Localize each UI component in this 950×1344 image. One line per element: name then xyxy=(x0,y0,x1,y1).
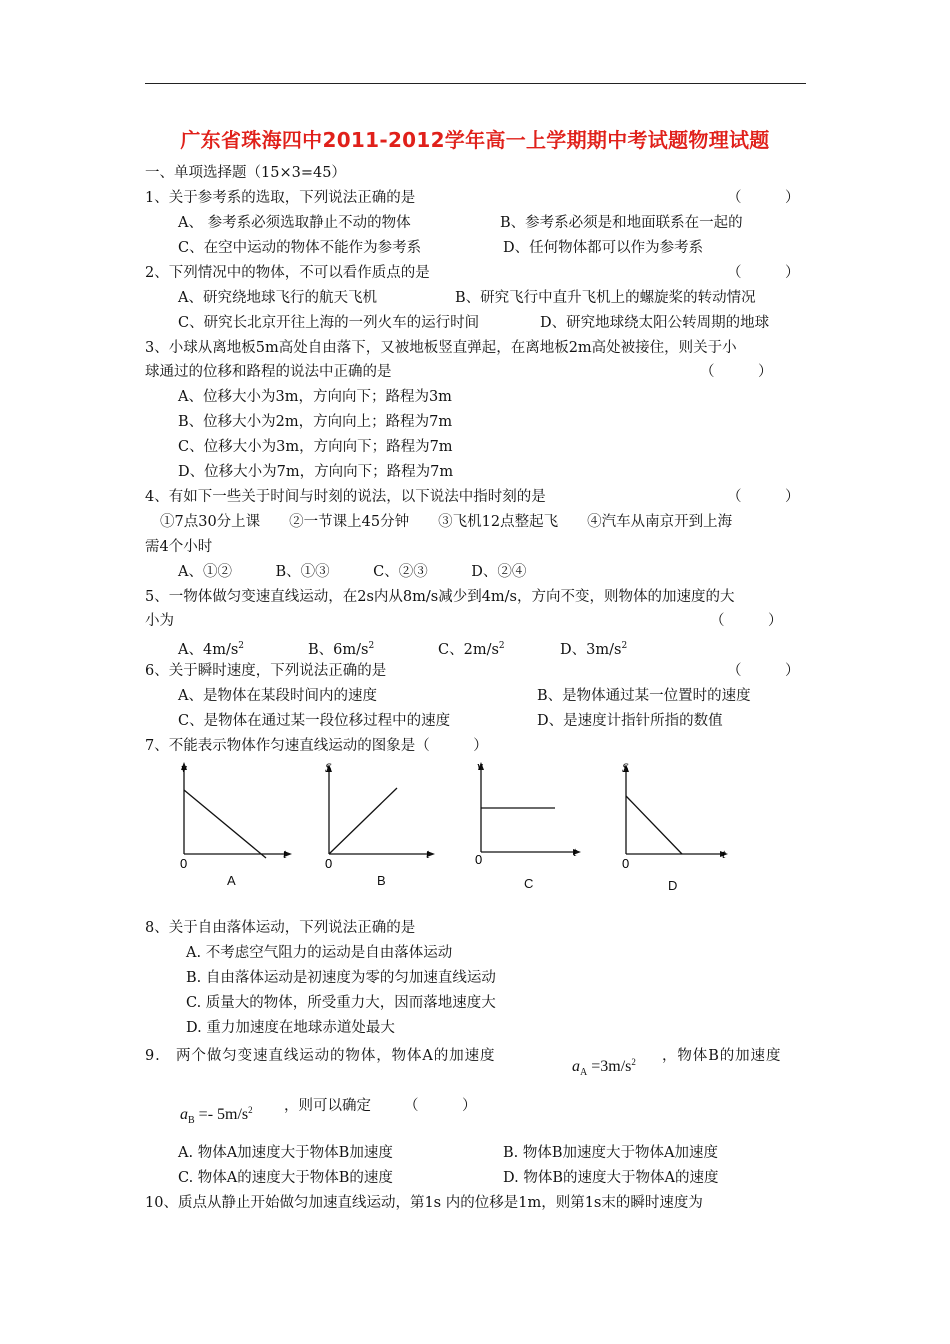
graph-b-origin: 0 xyxy=(325,856,333,868)
q2-option-b: B、研究飞行中直升飞机上的螺旋桨的转动情况 xyxy=(455,290,756,306)
section-heading: 一、单项选择题（15×3=45） xyxy=(145,165,346,181)
graph-a-ylabel: v xyxy=(181,760,187,775)
q2-option-c: C、研究长北京开往上海的一列火车的运行时间 xyxy=(178,315,480,331)
graph-c-xlabel: t xyxy=(573,844,577,859)
graph-b-label: B xyxy=(377,873,386,888)
q10-stem: 10、质点从静止开始做匀加速直线运动，第1s 内的位移是1m，则第1s末的瞬时速度为 xyxy=(145,1195,703,1211)
q6-answer-paren: （ ） xyxy=(727,663,800,679)
q9-option-a: A. 物体A加速度大于物体B加速度 xyxy=(178,1145,393,1161)
q1-option-d: D、任何物体都可以作为参考系 xyxy=(503,240,704,256)
q9-accel-b: $a_B =- 5m/s^2$ xyxy=(180,1105,253,1127)
q5-option-c: C、$2m/s^2$ xyxy=(438,641,505,658)
q8-option-a: A. 不考虑空气阻力的运动是自由落体运动 xyxy=(186,945,453,961)
q9-stem-line1b: ，物体B的加速度 xyxy=(662,1048,782,1064)
graph-b xyxy=(313,758,443,868)
q9-stem-line1: 9. 两个做匀变速直线运动的物体，物体A的加速度 xyxy=(145,1048,496,1064)
q9-option-c: C. 物体A的速度大于物体B的速度 xyxy=(178,1170,393,1186)
graph-a xyxy=(168,758,298,868)
q5-stem-line1: 5、一物体做匀变速直线运动，在2s内从8m/s减少到4m/s，方向不变，则物体的加速度的大 xyxy=(145,589,735,605)
q4-options: A、①② B、①③ C、②③ D、②④ xyxy=(178,564,527,580)
q5-option-d: D、$3m/s^2$ xyxy=(560,641,628,658)
q5-stem-line2: 小为 xyxy=(145,613,174,629)
q4-stem: 4、有如下一些关于时间与时刻的说法，以下说法中指时刻的是 xyxy=(145,489,546,505)
q8-option-d: D. 重力加速度在地球赤道处最大 xyxy=(186,1020,395,1036)
q9-stem-line2: ，则可以确定 xyxy=(284,1098,371,1114)
graph-a-origin: 0 xyxy=(180,856,188,868)
q1-answer-paren: （ ） xyxy=(727,190,800,206)
q4-answer-paren: （ ） xyxy=(727,489,800,505)
graph-c-origin: 0 xyxy=(475,852,483,866)
graph-a-label: A xyxy=(227,873,236,888)
graph-a-xlabel: t xyxy=(283,846,287,861)
graph-d-xlabel: t xyxy=(722,846,726,861)
q3-option-a: A、位移大小为3m，方向向下；路程为3m xyxy=(178,389,452,405)
graph-d-label: D xyxy=(668,878,678,893)
q2-stem: 2、下列情况中的物体，不可以看作质点的是 xyxy=(145,265,430,281)
q1-option-b: B、参考系必须是和地面联系在一起的 xyxy=(500,215,743,231)
graph-c-label: C xyxy=(524,876,534,891)
q4-items: ①7点30分上课 ②一节课上45分钟 ③飞机12点整起飞 ④汽车从南京开到上海 xyxy=(160,514,733,530)
q1-option-c: C、在空中运动的物体不能作为参考系 xyxy=(178,240,422,256)
q8-option-b: B. 自由落体运动是初速度为零的匀加速直线运动 xyxy=(186,970,496,986)
q3-option-d: D、位移大小为7m，方向向下；路程为7m xyxy=(178,464,454,480)
q9-accel-a: $a_A =3m/s^2$ xyxy=(572,1057,636,1079)
q9-option-b: B. 物体B加速度大于物体A加速度 xyxy=(503,1145,718,1161)
q4-items-cont: 需4个小时 xyxy=(145,539,213,555)
q6-stem: 6、关于瞬时速度，下列说法正确的是 xyxy=(145,663,387,679)
q5-option-a: A、$4m/s^2$ xyxy=(178,641,245,658)
graph-d xyxy=(612,758,742,868)
q3-stem-line1: 3、小球从离地板5m高处自由落下，又被地板竖直弹起，在离地板2m高处被接住，则关于小 xyxy=(145,340,737,356)
q8-option-c: C. 质量大的物体，所受重力大，因而落地速度大 xyxy=(186,995,496,1011)
q3-option-b: B、位移大小为2m，方向向上；路程为7m xyxy=(178,414,453,430)
graph-c xyxy=(465,756,595,866)
q6-option-b: B、是物体通过某一位置时的速度 xyxy=(537,688,751,704)
graph-d-origin: 0 xyxy=(622,856,630,868)
page-title: 广东省珠海四中2011-2012学年高一上学期期中考试题物理试题 xyxy=(180,128,770,152)
q6-option-a: A、是物体在某段时间内的速度 xyxy=(178,688,377,704)
q7-stem: 7、不能表示物体作匀速直线运动的图象是（ ） xyxy=(145,738,488,754)
q8-stem: 8、关于自由落体运动，下列说法正确的是 xyxy=(145,920,416,936)
graph-a-line xyxy=(184,790,266,858)
graph-b-line xyxy=(329,788,397,854)
q6-option-d: D、是速度计指针所指的数值 xyxy=(537,713,723,729)
q3-option-c: C、位移大小为3m，方向向下；路程为7m xyxy=(178,439,453,455)
graph-b-ylabel: S xyxy=(325,760,332,775)
q2-option-a: A、研究绕地球飞行的航天飞机 xyxy=(178,290,377,306)
q5-option-b: B、$6m/s^2$ xyxy=(308,641,375,658)
header-rule xyxy=(145,83,806,84)
q3-answer-paren: （ ） xyxy=(700,364,773,380)
q2-option-d: D、研究地球绕太阳公转周期的地球 xyxy=(540,315,770,331)
q2-answer-paren: （ ） xyxy=(727,265,800,281)
q3-stem-line2: 球通过的位移和路程的说法中正确的是 xyxy=(145,364,392,380)
q9-answer-paren: （ ） xyxy=(404,1098,477,1114)
q1-stem: 1、关于参考系的选取，下列说法正确的是 xyxy=(145,190,416,206)
graph-c-ylabel: v xyxy=(477,758,483,773)
q1-option-a: A、 参考系必须选取静止不动的物体 xyxy=(178,215,411,231)
q9-option-d: D. 物体B的速度大于物体A的速度 xyxy=(503,1170,719,1186)
graph-d-ylabel: S xyxy=(622,760,629,775)
q5-answer-paren: （ ） xyxy=(710,613,783,629)
graph-d-line xyxy=(626,796,682,854)
graph-b-xlabel: t xyxy=(426,846,430,861)
q6-option-c: C、是物体在通过某一段位移过程中的速度 xyxy=(178,713,451,729)
